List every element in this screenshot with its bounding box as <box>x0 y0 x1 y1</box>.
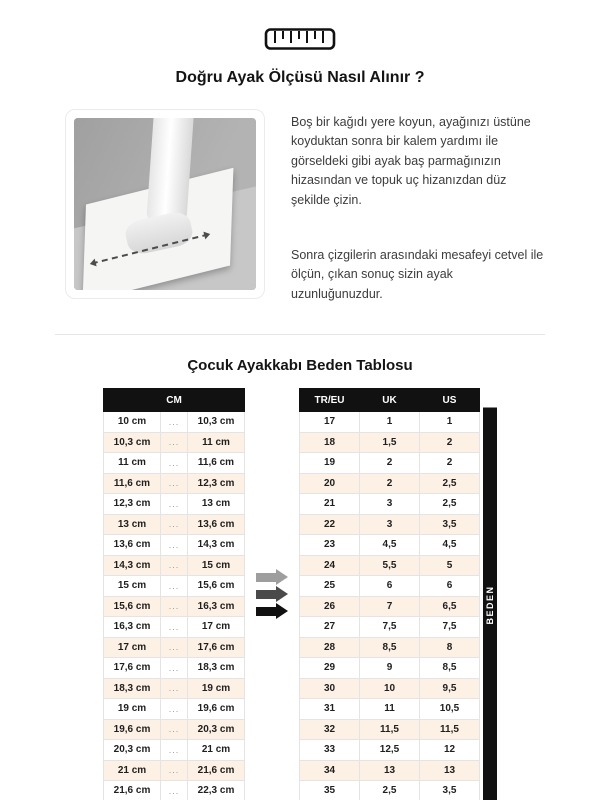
table-cell: ... <box>161 596 188 617</box>
cm-table-header-row <box>104 389 245 412</box>
size-table-body <box>300 412 480 800</box>
instruction-step-2: Sonra çizgilerin arasındaki mesafeyi cetvel ile ölçün, çıkan sonuç sizin ayak uzunluğunuzdur. <box>291 247 544 301</box>
table-cell: 13 cm <box>104 514 161 535</box>
table-cell: 2 <box>360 473 420 494</box>
table-cell: 19,6 cm <box>188 699 245 720</box>
table-cell: 15 cm <box>188 555 245 576</box>
table-row <box>300 576 480 597</box>
table-cell: 7,5 <box>360 617 420 638</box>
table-cell: 13,6 cm <box>188 514 245 535</box>
table-cell: 17 <box>300 412 360 433</box>
table-cell: 13 <box>420 760 480 781</box>
table-cell: 21 <box>300 494 360 515</box>
table-cell: 12 <box>420 740 480 761</box>
table-row <box>104 535 245 556</box>
table-cell: 15,6 cm <box>104 596 161 617</box>
table-row <box>104 555 245 576</box>
instructions <box>291 109 545 304</box>
table-cell: 10,3 cm <box>104 432 161 453</box>
table-cell: 1 <box>360 412 420 433</box>
table-cell: 19,6 cm <box>104 719 161 740</box>
table-cell: 28 <box>300 637 360 658</box>
table-cell: 21 cm <box>188 740 245 761</box>
table-cell: 29 <box>300 658 360 679</box>
size-table-header-row <box>300 389 480 412</box>
table-row <box>104 740 245 761</box>
table-cell: ... <box>161 514 188 535</box>
table-cell: 20,3 cm <box>188 719 245 740</box>
table-cell: 10 cm <box>104 412 161 433</box>
table-cell: 22 <box>300 514 360 535</box>
table-cell: 11,6 cm <box>104 473 161 494</box>
table-cell: 11,6 cm <box>188 453 245 474</box>
table-cell: 10 <box>360 678 420 699</box>
table-cell: ... <box>161 781 188 800</box>
table-row <box>104 473 245 494</box>
table-cell: 2,5 <box>360 781 420 800</box>
table-row <box>104 596 245 617</box>
table-cell: 9,5 <box>420 678 480 699</box>
table-cell: 8,5 <box>360 637 420 658</box>
ruler-icon <box>264 26 336 52</box>
table-cell: 31 <box>300 699 360 720</box>
table-cell: 7 <box>360 596 420 617</box>
table-cell: 17,6 cm <box>104 658 161 679</box>
table-row <box>104 617 245 638</box>
table-cell: 9 <box>360 658 420 679</box>
table-row <box>104 514 245 535</box>
table-cell: ... <box>161 658 188 679</box>
table-row <box>300 719 480 740</box>
table-cell: 16,3 cm <box>188 596 245 617</box>
table-row <box>300 740 480 761</box>
table-cell: 2 <box>420 453 480 474</box>
table-row <box>104 719 245 740</box>
instruction-step-1: Boş bir kağıdı yere koyun, ayağınızı üstüne koyduktan sonra bir kalem yardımı ile görseldeki gibi ayak baş parmağınızın hizasından ve topuk uç hizanızdan düz şekilde çizin. <box>291 115 531 207</box>
cm-table-body <box>104 412 245 800</box>
table-cell: 7,5 <box>420 617 480 638</box>
table-row <box>104 637 245 658</box>
table-cell: 21 cm <box>104 760 161 781</box>
table-cell: 6 <box>360 576 420 597</box>
table-cell: 10,3 cm <box>188 412 245 433</box>
table-cell: ... <box>161 453 188 474</box>
table-cell: 11,5 <box>420 719 480 740</box>
table-row <box>104 576 245 597</box>
table-cell: ... <box>161 576 188 597</box>
table-cell: 34 <box>300 760 360 781</box>
conversion-arrows <box>245 388 299 800</box>
table-cell: 11 cm <box>104 453 161 474</box>
table-cell: 13 <box>360 760 420 781</box>
table-cell: 23 <box>300 535 360 556</box>
table-cell: 30 <box>300 678 360 699</box>
table-cell: 18,3 cm <box>104 678 161 699</box>
table-cell: 6 <box>420 576 480 597</box>
table-cell: 3 <box>360 494 420 515</box>
table-cell: ... <box>161 678 188 699</box>
table-cell: ... <box>161 432 188 453</box>
table-row <box>300 699 480 720</box>
table-row <box>104 699 245 720</box>
table-cell: ... <box>161 555 188 576</box>
table-cell: 11,5 <box>360 719 420 740</box>
size-tables <box>0 388 600 800</box>
table-row <box>300 514 480 535</box>
table-cell: ... <box>161 494 188 515</box>
foot-measure-photo-card <box>65 109 265 299</box>
table-cell: ... <box>161 535 188 556</box>
table-cell: 1,5 <box>360 432 420 453</box>
table-row <box>104 781 245 800</box>
table-row <box>104 760 245 781</box>
table-cell: 1 <box>420 412 480 433</box>
table-row <box>300 412 480 433</box>
table-row <box>300 678 480 699</box>
table-cell: 10,5 <box>420 699 480 720</box>
table-cell: ... <box>161 719 188 740</box>
table-cell: 13 cm <box>188 494 245 515</box>
table-cell: 18 <box>300 432 360 453</box>
table-cell: 2 <box>420 432 480 453</box>
size-table-header-us: US <box>420 389 480 412</box>
table-cell: 4,5 <box>360 535 420 556</box>
table-row <box>104 453 245 474</box>
table-cell: 20,3 cm <box>104 740 161 761</box>
table-cell: 12,3 cm <box>188 473 245 494</box>
table-row <box>300 658 480 679</box>
table-row <box>104 494 245 515</box>
table-cell: 5 <box>420 555 480 576</box>
table-row <box>300 760 480 781</box>
size-table-header-uk: UK <box>360 389 420 412</box>
table-cell: 11 cm <box>188 432 245 453</box>
table-row <box>300 555 480 576</box>
table-cell: 25 <box>300 576 360 597</box>
table-cell: 27 <box>300 617 360 638</box>
table-cell: 8,5 <box>420 658 480 679</box>
table-cell: 3,5 <box>420 514 480 535</box>
table-cell: 11 <box>360 699 420 720</box>
table-row <box>300 596 480 617</box>
table-cell: 5,5 <box>360 555 420 576</box>
table-row <box>104 678 245 699</box>
size-table-header-treu: TR/EU <box>300 389 360 412</box>
table-cell: ... <box>161 637 188 658</box>
table-cell: 22,3 cm <box>188 781 245 800</box>
table-cell: 18,3 cm <box>188 658 245 679</box>
table-cell: 21,6 cm <box>188 760 245 781</box>
table-cell: 3,5 <box>420 781 480 800</box>
cm-table-header: CM <box>104 389 245 412</box>
table-cell: ... <box>161 412 188 433</box>
table-cell: 12,3 cm <box>104 494 161 515</box>
size-table <box>299 388 480 800</box>
table-cell: 17 cm <box>188 617 245 638</box>
page-title: Doğru Ayak Ölçüsü Nasıl Alınır ? <box>175 69 425 86</box>
table-cell: 21,6 cm <box>104 781 161 800</box>
foot-measure-photo <box>74 118 256 290</box>
table-cell: 14,3 cm <box>188 535 245 556</box>
howto-section <box>0 87 600 304</box>
cm-table <box>103 388 245 800</box>
table-cell: 33 <box>300 740 360 761</box>
table-row <box>300 535 480 556</box>
table-row <box>300 617 480 638</box>
table-row <box>300 432 480 453</box>
table-cell: 35 <box>300 781 360 800</box>
table-row <box>104 412 245 433</box>
table-cell: 24 <box>300 555 360 576</box>
table-cell: 4,5 <box>420 535 480 556</box>
size-table-title: Çocuk Ayakkabı Beden Tablosu <box>187 357 413 374</box>
right-arrow-icon <box>256 607 276 616</box>
table-cell: ... <box>161 760 188 781</box>
table-cell: 19 cm <box>104 699 161 720</box>
table-cell: 15 cm <box>104 576 161 597</box>
table-cell: 2,5 <box>420 473 480 494</box>
table-cell: 3 <box>360 514 420 535</box>
table-row <box>104 658 245 679</box>
table-cell: 19 <box>300 453 360 474</box>
table-cell: 15,6 cm <box>188 576 245 597</box>
table-cell: 6,5 <box>420 596 480 617</box>
table-cell: 20 <box>300 473 360 494</box>
table-cell: ... <box>161 740 188 761</box>
right-arrow-icon <box>256 573 276 582</box>
table-cell: 2,5 <box>420 494 480 515</box>
table-cell: ... <box>161 699 188 720</box>
beden-side-label: BEDEN <box>483 408 497 800</box>
section-divider <box>55 334 545 335</box>
table-cell: 12,5 <box>360 740 420 761</box>
table-cell: 19 cm <box>188 678 245 699</box>
table-cell: 26 <box>300 596 360 617</box>
table-cell: 2 <box>360 453 420 474</box>
table-row <box>300 781 480 800</box>
table-row <box>300 637 480 658</box>
right-arrow-icon <box>256 590 276 599</box>
table-cell: 17 cm <box>104 637 161 658</box>
table-cell: 13,6 cm <box>104 535 161 556</box>
table-cell: 8 <box>420 637 480 658</box>
table-cell: 16,3 cm <box>104 617 161 638</box>
table-cell: 32 <box>300 719 360 740</box>
table-cell: 14,3 cm <box>104 555 161 576</box>
table-row <box>300 494 480 515</box>
table-row <box>104 432 245 453</box>
page-header <box>0 0 600 87</box>
table-row <box>300 453 480 474</box>
table-cell: ... <box>161 473 188 494</box>
table-cell: 17,6 cm <box>188 637 245 658</box>
table-cell: ... <box>161 617 188 638</box>
table-row <box>300 473 480 494</box>
